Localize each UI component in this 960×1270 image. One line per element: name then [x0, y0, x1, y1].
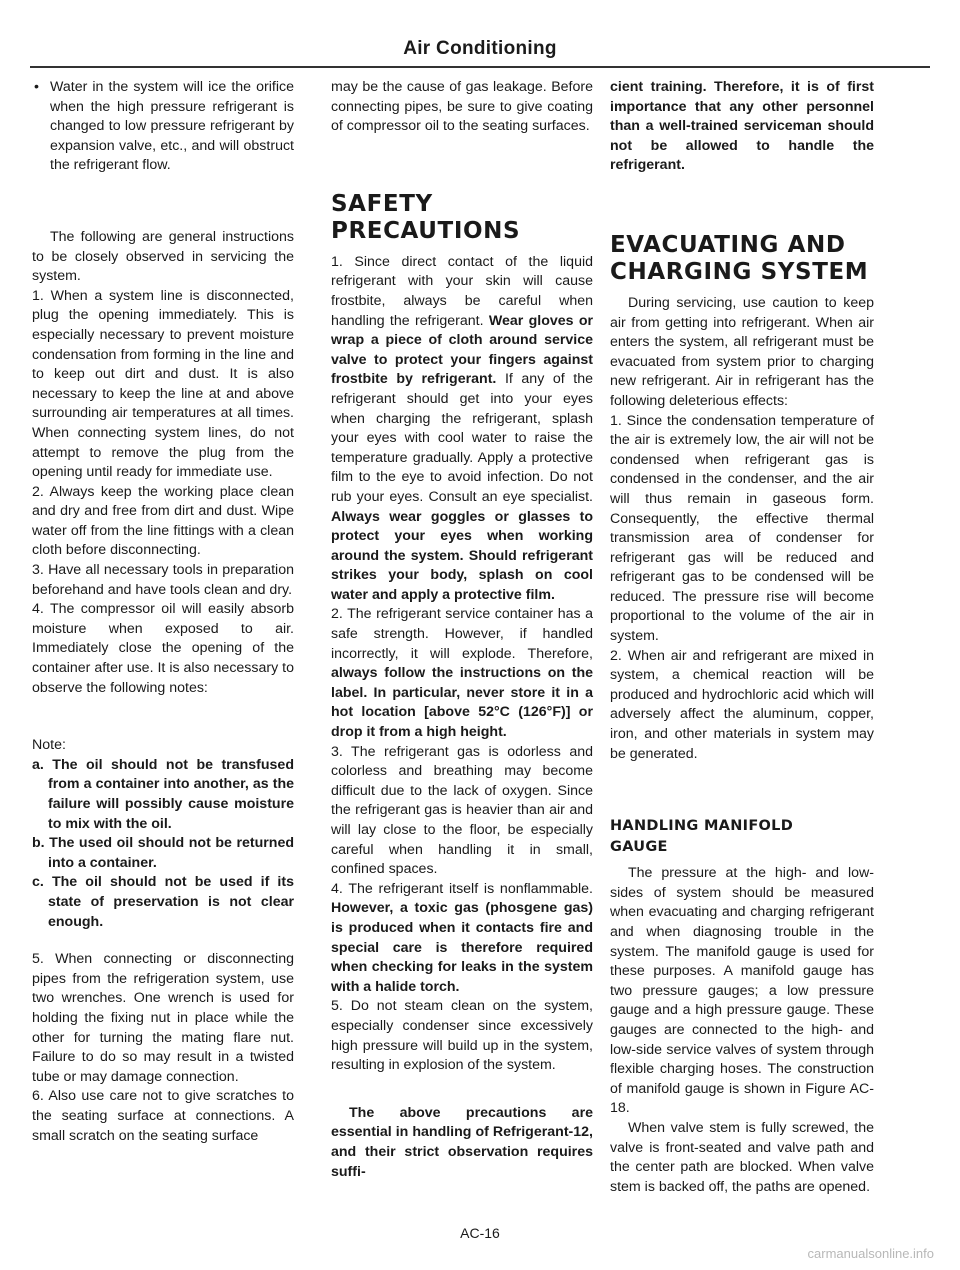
note-item-b: b. The used oil should not be returned into a container.: [32, 835, 294, 871]
col2-item-1-b: Wear gloves or wrap a piece of cloth around service valve to protect your fingers against frostbite by refrigerant.: [331, 312, 594, 388]
col1-item-2: 2. Always keep the working place clean and dry and free from dirt and dust. Wipe water off from the line fittings with a clean cloth before disconnecting.: [32, 483, 294, 559]
subheading-line-2: GAUGE: [610, 839, 668, 856]
col2-continuation: may be the cause of gas leakage. Before connecting pipes, be sure to give coating of compressor oil to the seating surfaces.: [331, 79, 593, 135]
col2-item-1: [331, 253, 593, 606]
page-number: AC-16: [460, 1225, 500, 1241]
col2-item-2-b: always follow the instructions on the label. In particular, never store it in a hot location [above 52°C (126°F)] or drop it from a high height.: [331, 665, 593, 741]
bullet-text: Water in the system will ice the orifice when the high pressure refrigerant is changed to low pressure refrigerant by expansion valve, etc., and will obstruct the refrigerant flow.: [50, 79, 294, 174]
page-header: Air Conditioning: [403, 38, 557, 59]
column-3: [610, 78, 874, 1197]
col1-item-1-lead: 1. When a system line is disconnected, plug the opening immediately.: [32, 287, 294, 324]
evacuating-charging-heading: [610, 232, 874, 286]
col2-item-4-a: 4. The refrigerant itself is nonflammable.: [331, 880, 593, 897]
col3-item-2: 2. When air and refrigerant are mixed in system, a chemical reaction will be produced and hydrochloric acid which will adversely affect the aluminum, copper, iron, and other materials in system may be generated.: [610, 647, 874, 762]
heading-line-2: PRECAUTIONS: [331, 217, 521, 244]
col2-item-5: 5. Do not steam clean on the system, especially condenser since excessively high pressure will build up in the system, resulting in explosion of the system.: [331, 998, 593, 1074]
col3-item-1: 1. Since the condensation temperature of the air is extremely low, the air will not be condensed when refrigerant gas is condensed in the condenser, and the air will thus remain in gaseous form. Consequently, the effective thermal transmission area of condenser for refrigerant gas will be reduced and refrigerant gas to be condensed will be reduced. The pressure rise will become proportional to the volume of the air in system.: [610, 412, 874, 645]
col1-item-1-body: This is especially necessary to prevent moisture condensation from forming in the line and to keep out dirt and dust. It is also necessary to keep the line at and above surrounding air temperatures at all times. When connecting system lines, do not attempt to remove the plug from the opening until ready for immediate use.: [32, 307, 294, 481]
col2-item-2-a: 2. The refrigerant service container has a safe strength. However, if handled incorrectly, it will explode. Therefore,: [331, 606, 593, 662]
col1-item-4: 4. The compressor oil will easily absorb moisture when exposed to air. Immediately close the opening of the container after use. It is also necessary to observe the following notes:: [32, 601, 294, 696]
col2-item-4-b: However, a toxic gas (phosgene gas) is produced when it contacts fire and special care is therefore required when checking for leaks in the system with a halide torch.: [331, 900, 593, 995]
column-1: [32, 78, 294, 1146]
header-rule: [30, 66, 930, 68]
col2-item-2: [331, 605, 593, 742]
evacuating-intro: During servicing, use caution to keep air from getting into refrigerant. When air enters the system, all refrigerant must be evacuated from system prior to charging new refrigerant. Air in refrigerant has the following deleterious effects:: [610, 294, 874, 409]
col1-item-5: 5. When connecting or disconnecting pipes from the refrigeration system, use two wrenches. One wrench is used for holding the fixing nut in place while the other for turning the mating flare nut. Failure to do so may result in a twisted tube or may damage connection.: [32, 951, 294, 1085]
col2-item-4: [331, 880, 593, 998]
column-2: [331, 78, 593, 1182]
handling-manifold-gauge-heading: [610, 816, 874, 858]
subheading-line-1: HANDLING MANIFOLD: [610, 818, 794, 835]
note-item-c: c. The oil should not be used if its state of preservation is not clear enough.: [32, 874, 294, 930]
footer: [0, 1225, 960, 1243]
watermark: carmanualsonline.info: [807, 1246, 934, 1261]
col1-item-3: 3. Have all necessary tools in preparation beforehand and have tools clean and dry.: [32, 562, 294, 598]
general-instructions-intro: The following are general instructions to be closely observed in servicing the system.: [32, 228, 294, 285]
col1-item-6: 6. Also use care not to give scratches to the seating surface at connections. A small scratch on the seating surface: [32, 1088, 294, 1144]
col3-continuation: cient training. Therefore, it is of first importance that any other personnel than a well-trained serviceman should not be allowed to handle the refrigerant.: [610, 79, 874, 174]
bullet-paragraph: [32, 78, 294, 176]
heading-line-1: EVACUATING AND: [610, 231, 846, 258]
col2-item-3: 3. The refrigerant gas is odorless and colorless and breathing may become difficult due to the lack of oxygen. Since the refrigerant gas is heavier than air and will lay close to the floor, be especially careful when handling it in small, confined spaces.: [331, 743, 593, 878]
heading-line-1: SAFETY: [331, 190, 433, 217]
closing-paragraph: The above precautions are essential in handling of Refrigerant-12, and their strict observation requires suffi-: [331, 1104, 593, 1180]
manifold-paragraph-2: When valve stem is fully screwed, the valve is front-seated and valve path and the center path are blocked. When valve stem is backed off, the paths are opened.: [610, 1119, 874, 1195]
bullet-icon: •: [34, 79, 39, 95]
col2-item-1-c: If any of the refrigerant should get into your eyes when charging the refrigerant, splash your eyes with cool water to raise the temperature gradually. Apply a protective film to the eye to avoid infection. Do not rub your eyes. Consult an eye specialist.: [331, 371, 593, 505]
heading-line-2: CHARGING SYSTEM: [610, 258, 869, 285]
safety-precautions-heading: [331, 191, 593, 245]
manifold-paragraph-1: The pressure at the high- and low-sides of system should be measured when evacuating and charging refrigerant and when diagnosing trouble in the system. The manifold gauge is used for these purposes. A manifold gauge has two pressure gauges; a low pressure gauge and a high pressure gauge. These gauges are connected to the high- and low-side service valves of system through flexible charging hoses. The construction of manifold gauge is shown in Figure AC-18.: [610, 865, 874, 1117]
note-label: Note:: [32, 737, 66, 754]
note-item-a: a. The oil should not be transfused from a container into another, as the failure will possibly cause moisture to mix with the oil.: [32, 756, 294, 832]
col2-item-1-d: Always wear goggles or glasses to protect your eyes when working around the system. Should refrigerant strikes your body, splash on cool water and apply a protective film.: [331, 508, 593, 603]
col1-item-1: [32, 287, 294, 483]
col2-item-1-a: 1. Since direct contact of the liquid refrigerant with your skin will cause frostbite, always be careful when handling the refrigerant.: [331, 253, 593, 329]
